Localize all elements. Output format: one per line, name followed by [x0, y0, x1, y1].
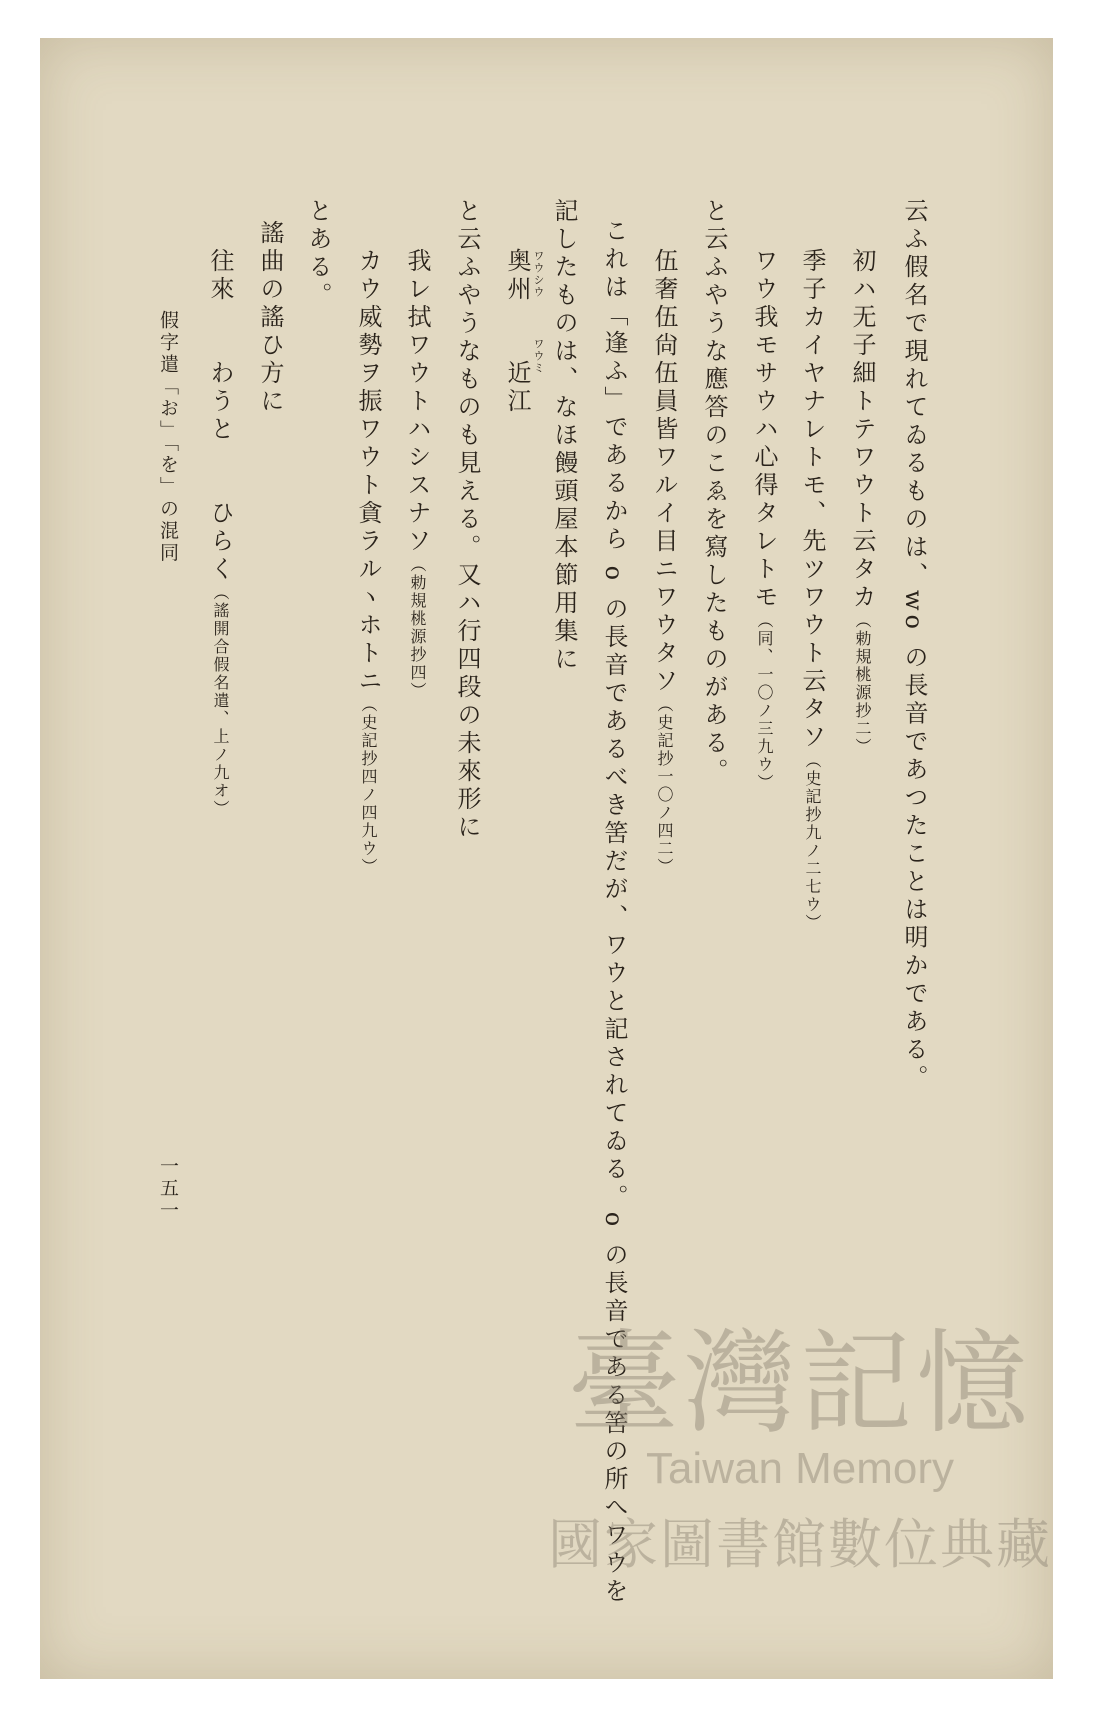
text-column-12: カウ威勢ヲ振ワウト貪ラルヽホトニ（史記抄四ノ四九ウ） — [354, 248, 382, 876]
text-column-3: 季子カイヤナレトモ、先ツワウト云タソ（史記抄九ノ二七ウ） — [798, 248, 826, 932]
citation-note: （史記抄四ノ四九ウ） — [359, 696, 378, 876]
citation-note: （史記抄一〇ノ四二） — [655, 696, 674, 876]
ruby-omi: ワウミ — [532, 338, 545, 374]
watermark-english: Taiwan Memory — [645, 1444, 955, 1493]
citation-note: （史記抄九ノ二七ウ） — [803, 752, 822, 932]
citation-note: （同、一〇ノ三九ウ） — [755, 612, 774, 792]
text-column-6: 伍奢伍尙伍員皆ワルイ目ニワウタソ（史記抄一〇ノ四二） — [650, 248, 678, 876]
watermark-title: 臺灣記憶 — [568, 1319, 1032, 1449]
citation-note: （勅規桃源抄四） — [408, 556, 427, 700]
citation-note: （勅規桃源抄二） — [853, 612, 872, 756]
ruby-oshu: ワウシウ — [532, 250, 545, 298]
book-page — [40, 38, 1053, 1679]
citation-note: （謠開合假名遣、上ノ九オ） — [211, 584, 230, 818]
text-column-7: これは「逢ふ」であるから o の長音であるべき筈だが、ワウと記されてゐる。o の長音である筈の所へワウを — [600, 218, 628, 1606]
text-column-15: 往來 わうと ひらく（謠開合假名遣、上ノ九オ） — [206, 248, 234, 818]
text-column-9: 奥州 近江 — [503, 248, 531, 416]
page-number: 一五一 — [157, 1156, 179, 1222]
text-column-5: と云ふやうな應答のこゑを寫したものがある。 — [700, 198, 728, 786]
text-column-11: 我レ拭ワウトハシスナソ（勅規桃源抄四） — [403, 248, 431, 700]
running-title: 假字遣「お」「を」の混同 — [157, 310, 179, 565]
text-column-8: 記したものは、なほ饅頭屋本節用集に — [550, 198, 578, 674]
text-column-13: とある。 — [304, 198, 332, 310]
text-column-2: 初ハ无子細トテワウト云タカ（勅規桃源抄二） — [848, 248, 876, 756]
watermark-library: 國家圖書館數位典藏 — [548, 1513, 1052, 1576]
text-column-10: と云ふやうなものも見える。又ハ行四段の未來形に — [453, 198, 481, 842]
text-column-1: 云ふ假名で現れてゐるものは、wo の長音であつたことは明かである。 — [900, 198, 928, 1093]
text-column-14: 謠曲の謠ひ方に — [256, 220, 284, 416]
text-column-4: ワウ我モサウハ心得タレトモ（同、一〇ノ三九ウ） — [750, 248, 778, 792]
